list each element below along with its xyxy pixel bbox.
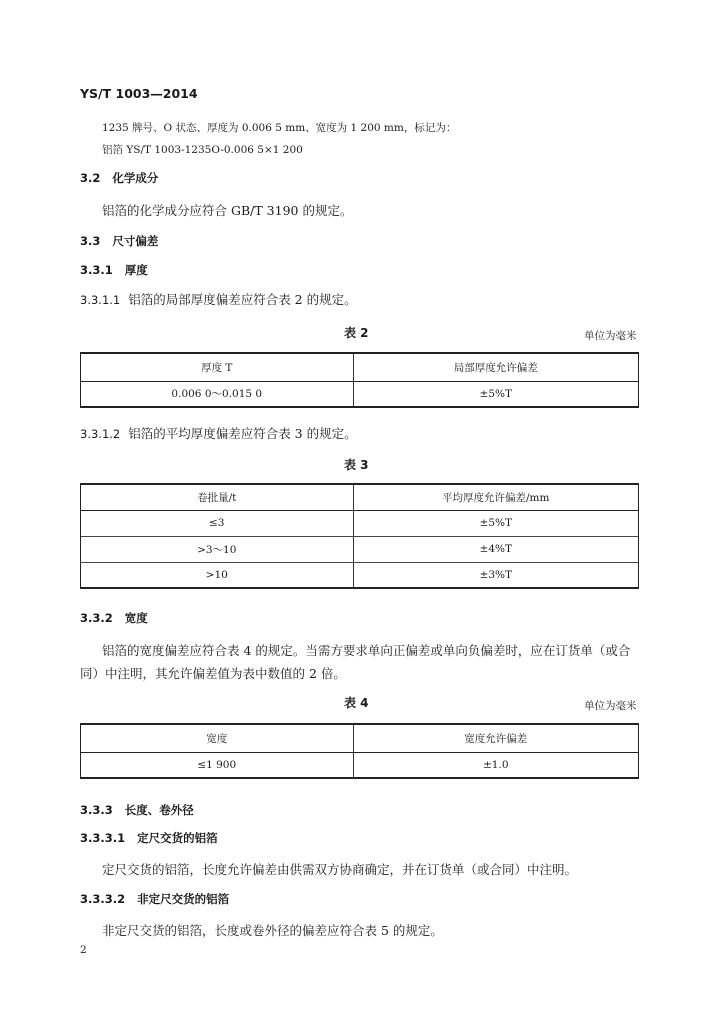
section-3-3-1-heading [80,262,148,278]
section-number: 3.3.3 [80,803,113,817]
section-3-3-heading [80,233,158,249]
section-3-3-2-heading [80,610,148,626]
section-title: 长度、卷外径 [124,803,194,817]
section-title: 化学成分 [112,171,159,185]
section-number: 3.3.2 [80,611,113,625]
section-3-3-3-2-heading [80,891,229,907]
clause-number: 3.3.1.2 [80,427,121,441]
section-3-3-3-1-heading [80,830,218,846]
table-cell: ±5%T [353,510,638,536]
table-cell: ≤1 900 [81,752,353,778]
table-4 [80,723,639,779]
table-2-caption: 表 2 [344,326,369,340]
table-cell: >3～10 [81,536,353,562]
section-3-3-3-1-text: 定尺交货的铝箔，长度允许偏差由供需双方协商确定，并在订货单（或合同）中注明。 [102,862,578,877]
clause-3-3-1-1 [80,290,357,308]
table-cell: ±1.0 [353,752,638,778]
table-3-caption: 表 3 [344,458,369,472]
table-cell: >10 [81,562,353,588]
section-title: 非定尺交货的铝箔 [137,892,230,906]
table-cell: ±4%T [353,536,638,562]
table-3 [80,483,639,589]
page-number: 2 [80,944,87,956]
table-2-unit: 单位为毫米 [584,330,637,342]
table-header-cell: 平均厚度允许偏差/mm [353,484,638,510]
section-3-3-3-2-text: 非定尺交货的铝箔，长度或卷外径的偏差应符合表 5 的规定。 [102,923,443,938]
table-4-caption: 表 4 [344,696,369,710]
table-2 [80,352,639,408]
section-title: 厚度 [124,263,148,277]
table-cell: ±5%T [353,381,638,407]
section-number: 3.3 [80,234,101,248]
table-header-cell: 宽度允许偏差 [353,724,638,752]
table-4-unit: 单位为毫米 [584,700,637,712]
section-3-2-text: 铝箔的化学成分应符合 GB/T 3190 的规定。 [102,203,353,218]
section-3-2-heading [80,170,158,186]
section-3-3-2-text-line2: 同）中注明，其允许偏差值为表中数值的 2 倍。 [80,666,346,681]
section-number: 3.3.3.2 [80,892,126,906]
clause-text: 铝箔的平均厚度偏差应符合表 3 的规定。 [128,426,357,441]
clause-text: 铝箔的局部厚度偏差应符合表 2 的规定。 [128,292,357,307]
section-3-3-2-text-line1: 铝箔的宽度偏差应符合表 4 的规定。当需方要求单向正偏差或单向负偏差时，应在订货单（或合 [102,643,631,658]
clause-3-3-1-2 [80,424,357,442]
section-title: 尺寸偏差 [112,234,159,248]
marking-example-code: 铝箔 YS/T 1003-1235O-0.006 5×1 200 [102,144,303,156]
table-cell: ±3%T [353,562,638,588]
section-number: 3.3.3.1 [80,831,126,845]
clause-number: 3.3.1.1 [80,293,121,307]
marking-example-line: 1235 牌号、O 状态、厚度为 0.006 5 mm、宽度为 1 200 mm，标记为： [102,122,457,134]
table-cell: 0.006 0～0.015 0 [81,381,353,407]
table-header-cell: 宽度 [81,724,353,752]
section-title: 定尺交货的铝箔 [137,831,218,845]
table-header-cell: 局部厚度允许偏差 [353,353,638,381]
table-header-cell: 卷批量/t [81,484,353,510]
table-header-cell: 厚度 T [81,353,353,381]
table-cell: ≤3 [81,510,353,536]
section-3-3-3-heading [80,802,194,818]
section-title: 宽度 [124,611,148,625]
section-number: 3.2 [80,171,101,185]
standard-code: YS/T 1003—2014 [80,86,198,101]
section-number: 3.3.1 [80,263,113,277]
